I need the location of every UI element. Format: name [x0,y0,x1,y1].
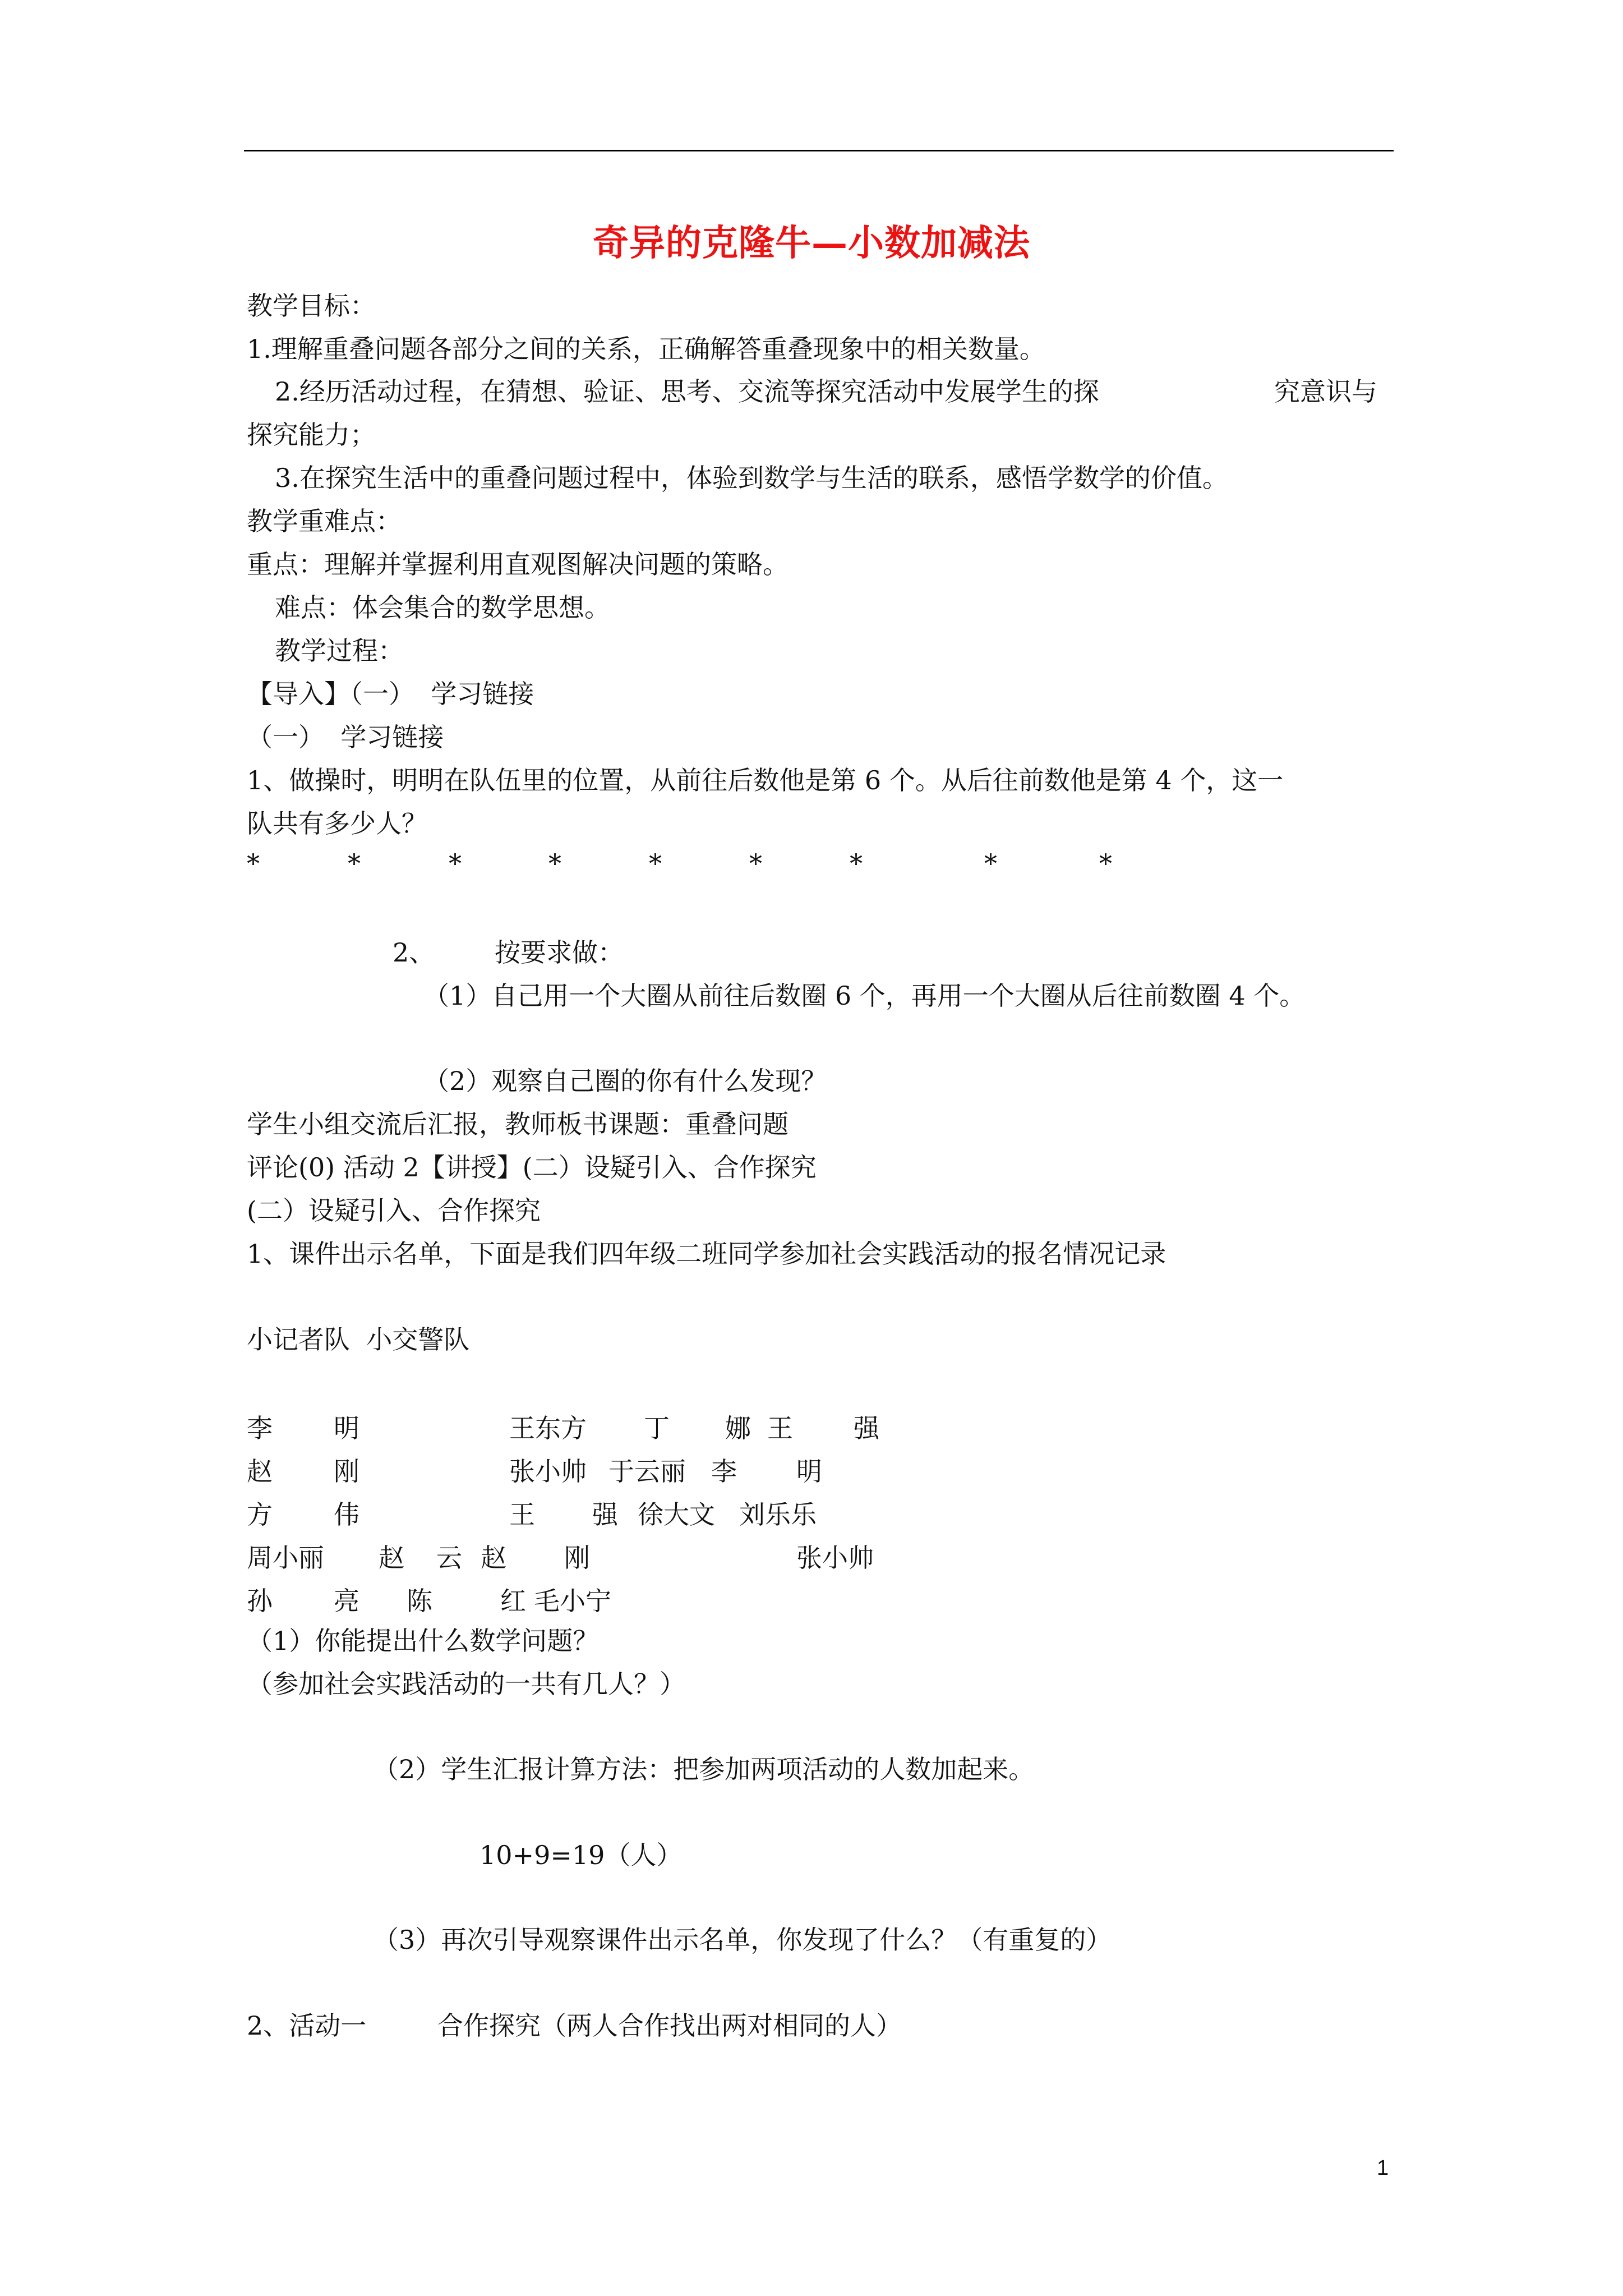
objectives-heading: 教学目标： [247,291,376,321]
name-cell: 刚 [564,1543,590,1573]
intro-header: 【导入】（一） 学习链接 [247,679,534,709]
name-cell: 王东方 [509,1413,587,1443]
difficulty-point: 难点：体会集合的数学思想。 [275,592,610,623]
activity-label: 2、活动一 [247,2010,367,2041]
star-marker: * [649,848,662,878]
star-marker: * [850,848,863,878]
intro-subheading: （一） 学习链接 [247,722,444,752]
name-cell: 云 [436,1543,462,1573]
section-2-question-1: 1、课件出示名单，下面是我们四年级二班同学参加社会实践活动的报名情况记录 [247,1239,1166,1269]
equation: 10+9=19（人） [479,1840,683,1870]
question-2-step-1: （1）自己用一个大圈从前往后数圈 6 个，再用一个大圈从后往前数圈 4 个。 [423,981,1306,1011]
section-2-header: 评论(0) 活动 2【讲授】(二）设疑引入、合作探究 [247,1152,817,1182]
objective-item-2-cont: 探究能力； [247,420,376,450]
page-title: 奇异的克隆牛—小数加减法 [593,222,1030,264]
name-cell: 强 [854,1413,879,1443]
star-marker: * [1099,848,1112,878]
name-cell: 丁 [644,1413,670,1443]
name-cell: 孙 [247,1586,273,1616]
name-cell: 红 [500,1586,526,1616]
name-cell: 刘乐乐 [739,1499,817,1530]
star-marker: * [749,848,762,878]
name-cell: 李 [711,1456,737,1487]
name-cell: 王 [767,1413,793,1443]
prompt-2: （2）学生汇报计算方法：把参加两项活动的人数加起来。 [373,1754,1035,1784]
question-2-text: 按要求做： [495,937,624,968]
name-cell: 伟 [334,1499,359,1530]
star-marker: * [449,848,462,878]
name-cell: 徐大文 [638,1499,715,1530]
key-points-heading: 教学重难点： [247,506,402,536]
question-2-number: 2、 [393,937,435,968]
name-cell: 于云丽 [608,1456,686,1487]
name-cell: 方 [247,1499,273,1530]
name-cell: 娜 [725,1413,751,1443]
name-cell: 明 [796,1456,822,1487]
team-names: 小记者队 小交警队 [247,1324,470,1355]
star-marker: * [548,848,561,878]
objective-item-3: 3.在探究生活中的重叠问题过程中，体验到数学与生活的联系，感悟学数学的价值。 [275,463,1228,493]
name-cell: 王 [509,1499,535,1530]
header-rule [244,150,1394,151]
name-cell: 强 [592,1499,618,1530]
name-cell: 张小帅 [509,1456,587,1487]
process-heading: 教学过程： [275,636,404,666]
prompt-1: （1）你能提出什么数学问题？ [247,1626,599,1656]
name-cell: 赵 [247,1456,273,1487]
question-1-line-1: 1、做操时，明明在队伍里的位置，从前往后数他是第 6 个。从后往前数他是第 4 个，这一 [247,765,1284,795]
name-cell: 明 [334,1413,359,1443]
page-number: 1 [1377,2156,1389,2180]
objective-item-2: 2.经历活动过程，在猜想、验证、思考、交流等探究活动中发展学生的探 [275,376,1099,407]
name-cell: 亮 [334,1586,359,1616]
star-marker: * [984,848,997,878]
focus-point: 重点：理解并掌握利用直观图解决问题的策略。 [247,549,789,579]
name-cell: 刚 [334,1456,359,1487]
name-cell: 李 [247,1413,273,1443]
name-cell: 毛小宁 [534,1586,611,1616]
activity-text: 合作探究（两人合作找出两对相同的人） [437,2010,902,2041]
prompt-1-answer: （参加社会实践活动的一共有几人？） [247,1669,685,1699]
objective-item-2-tail: 究意识与 [1274,376,1377,407]
star-marker: * [348,848,361,878]
section-2-subheading: (二）设疑引入、合作探究 [247,1195,541,1226]
question-1-line-2: 队共有多少人？ [247,808,427,839]
name-cell: 陈 [407,1586,432,1616]
question-2-step-2: （2）观察自己圈的你有什么发现？ [423,1066,827,1096]
name-cell: 赵 [379,1543,404,1573]
name-cell: 张小帅 [796,1543,874,1573]
student-report: 学生小组交流后汇报，教师板书课题：重叠问题 [247,1109,789,1139]
name-cell: 周小丽 [247,1543,324,1573]
star-marker: * [247,848,260,878]
prompt-3: （3）再次引导观察课件出示名单，你发现了什么？（有重复的） [373,1925,1112,1955]
name-cell: 赵 [481,1543,506,1573]
objective-item-1: 1.理解重叠问题各部分之间的关系，正确解答重叠现象中的相关数量。 [247,334,1045,364]
